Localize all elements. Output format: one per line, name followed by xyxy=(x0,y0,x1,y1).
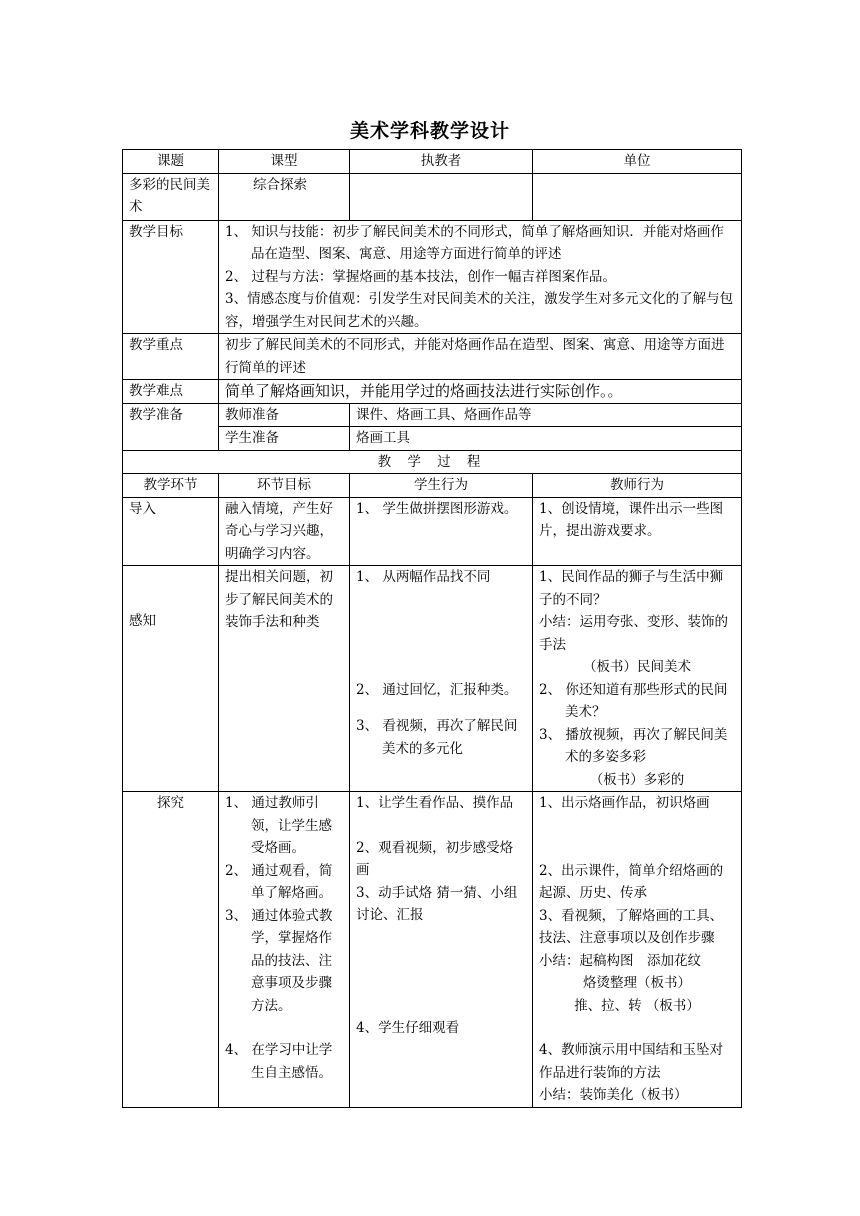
explore-student-1: 1、让学生看作品、摸作品 xyxy=(356,795,514,811)
process-header-goal: 环节目标 xyxy=(219,474,350,498)
lesson-type: 综合探索 xyxy=(219,173,350,220)
perceive-teacher-2: 2、 你还知道有那些形式的民间美术？ xyxy=(539,681,728,720)
perceive-teacher-1b: 小结：运用夸张、变形、装饰的手法 xyxy=(539,614,728,653)
perceive-student-2: 2、 通过回忆，汇报种类。 xyxy=(356,681,518,698)
explore-stage: 探究 xyxy=(123,792,219,1108)
perceive-student-3: 3、 看视频，再次了解民间美术的多元化 xyxy=(356,718,518,757)
explore-teacher-2: 2、出示课件，简单介绍烙画的起源、历史、传承 xyxy=(539,862,724,901)
explore-student-3: 3、动手试烙 猜一猜、小组讨论、汇报 xyxy=(356,884,518,923)
header-unit: 单位 xyxy=(533,150,742,174)
explore-goal-4: 4、 在学习中让学生自主感悟。 xyxy=(225,1042,333,1081)
intro-teacher: 1、创设情境，课件出示一些图片，提出游戏要求。 xyxy=(533,497,742,566)
process-title: 教 学 过 程 xyxy=(123,450,742,474)
goal-2: 2、 过程与方法：掌握烙画的基本技法，创作一幅吉祥图案作品。 xyxy=(225,268,616,285)
key-row xyxy=(123,334,742,380)
goals-content xyxy=(219,220,742,334)
key-content: 初步了解民间美术的不同形式，并能对烙画作品在造型、图案、寓意、用途等方面进行简单的评述 xyxy=(219,334,742,380)
intro-row xyxy=(123,497,742,566)
explore-goal xyxy=(219,792,350,1108)
prep-teacher-items: 课件、烙画工具、烙画作品等 xyxy=(350,403,742,427)
process-header-student: 学生行为 xyxy=(350,474,533,498)
explore-teacher-1: 1、出示烙画作品，初识烙画 xyxy=(539,795,710,811)
explore-student-2: 2、观看视频，初步感受烙画 xyxy=(356,839,514,878)
intro-student xyxy=(350,497,533,566)
perceive-student-1: 1、 从两幅作品找不同 xyxy=(356,569,491,585)
header-type: 课型 xyxy=(219,150,350,174)
prep-student-label: 学生准备 xyxy=(219,427,350,451)
key-label: 教学重点 xyxy=(123,334,219,380)
intro-student-text: 1、 学生做拼摆图形游戏。 xyxy=(356,500,518,517)
lesson-info-row xyxy=(123,173,742,220)
prep-teacher-row xyxy=(123,403,742,427)
goals-row xyxy=(123,220,742,334)
prep-label: 教学准备 xyxy=(123,403,219,450)
explore-student xyxy=(350,792,533,1108)
explore-teacher-3: 3、看视频，了解烙画的工具、技法、注意事项以及创作步骤 xyxy=(539,907,724,946)
intro-stage: 导入 xyxy=(123,497,219,566)
explore-teacher-3d: 推、拉、转 （板书） xyxy=(574,997,700,1014)
difficult-label: 教学难点 xyxy=(123,380,219,404)
header-row xyxy=(123,150,742,174)
lesson-topic: 多彩的民间美术 xyxy=(123,173,219,220)
lesson-plan-table xyxy=(122,149,742,1108)
process-header-row xyxy=(123,474,742,498)
perceive-teacher-3b: （板书）多彩的 xyxy=(589,771,685,788)
perceive-teacher xyxy=(533,566,742,792)
goals-label: 教学目标 xyxy=(123,220,219,334)
process-header-stage: 教学环节 xyxy=(123,474,219,498)
explore-student-4: 4、学生仔细观看 xyxy=(356,1019,460,1036)
perceive-teacher-1c: （板书）民间美术 xyxy=(583,659,691,675)
document-title: 美术学科教学设计 xyxy=(349,120,510,142)
header-topic: 课题 xyxy=(123,150,219,174)
prep-student-items: 烙画工具 xyxy=(350,427,742,451)
goal-1: 1、 知识与技能：初步了解民间美术的不同形式，简单了解烙画知识．并能对烙画作品在造型、图案、寓意、用途等方面进行简单的评述 xyxy=(225,223,724,262)
perceive-stage: 感知 xyxy=(123,566,219,792)
intro-goal: 融入情境，产生好奇心与学习兴趣，明确学习内容。 xyxy=(219,497,350,566)
explore-teacher-4b: 小结：装饰美化（板书） xyxy=(539,1087,688,1103)
lesson-unit xyxy=(533,173,742,220)
explore-teacher-3b: 小结：起稿构图 添加花纹 xyxy=(539,952,701,969)
process-header-teacher: 教师行为 xyxy=(533,474,742,498)
perceive-teacher-3: 3、 播放视频，再次了解民间美术的多姿多彩 xyxy=(539,726,728,765)
prep-teacher-label: 教师准备 xyxy=(219,403,350,427)
explore-teacher-4: 4、教师演示用中国结和玉坠对作品进行装饰的方法 xyxy=(539,1042,724,1081)
explore-teacher-3c: 烙烫整理（板书） xyxy=(583,975,691,991)
difficult-row xyxy=(123,380,742,404)
goal-3: 3、情感态度与价值观：引发学生对民间美术的关注，激发学生对多元文化的了解与包容，增强学生对民间艺术的兴趣。 xyxy=(225,291,734,330)
explore-goal-3: 3、 通过体验式教学，掌握烙作品的技法、注意事项及步骤方法。 xyxy=(225,907,333,1014)
explore-row xyxy=(123,792,742,1108)
explore-goal-1: 1、 通过教师引领，让学生感受烙画。 xyxy=(225,795,332,856)
perceive-row xyxy=(123,566,742,792)
process-title-row xyxy=(123,450,742,474)
perceive-student xyxy=(350,566,533,792)
lesson-teacher xyxy=(350,173,533,220)
difficult-content: 简单了解烙画知识，并能用学过的烙画技法进行实际创作。。 xyxy=(219,380,742,404)
header-teacher: 执教者 xyxy=(350,150,533,174)
perceive-teacher-1: 1、民间作品的狮子与生活中狮子的不同？ xyxy=(539,569,724,608)
perceive-goal: 提出相关问题，初步了解民间美术的装饰手法和种类 xyxy=(219,566,350,792)
explore-teacher xyxy=(533,792,742,1108)
explore-goal-2: 2、 通过观看，简单了解烙画。 xyxy=(225,862,333,901)
